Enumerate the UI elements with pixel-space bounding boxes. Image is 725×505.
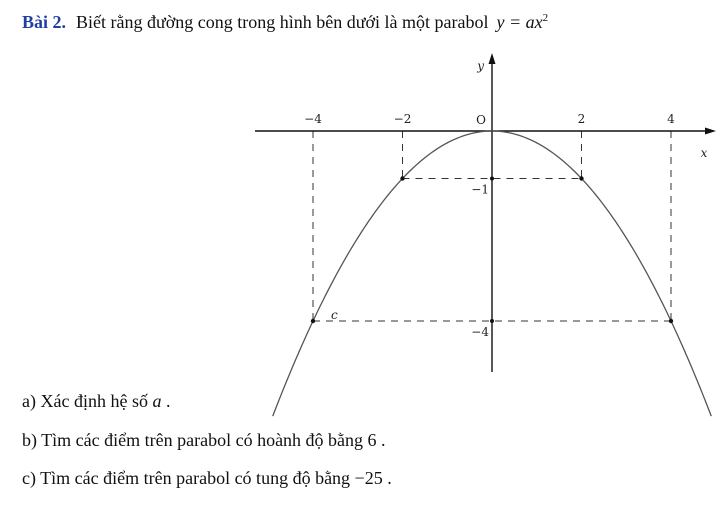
y-tick-label: −1 bbox=[471, 182, 489, 197]
question-a-text: a) Xác định hệ số bbox=[22, 391, 148, 411]
question-a-suffix: . bbox=[161, 391, 171, 411]
question-b bbox=[22, 430, 386, 451]
point-marker-3 bbox=[669, 319, 673, 323]
equation-exponent: 2 bbox=[542, 12, 549, 24]
point-marker-0 bbox=[311, 319, 315, 323]
y-tick-label: −4 bbox=[471, 325, 489, 339]
x-tick-label: −4 bbox=[304, 112, 322, 126]
equation-lhs: y = ax bbox=[496, 12, 543, 32]
y-tick-dot-0 bbox=[490, 177, 494, 181]
x-tick-label: 4 bbox=[667, 112, 675, 126]
question-c bbox=[22, 468, 392, 489]
question-a-var: a bbox=[152, 391, 162, 411]
y-axis-label: y bbox=[477, 59, 484, 73]
question-a bbox=[22, 391, 170, 412]
point-marker-1 bbox=[400, 176, 404, 180]
y-axis-arrow bbox=[489, 53, 496, 64]
x-tick-label: −2 bbox=[393, 112, 412, 126]
x-tick-label: 2 bbox=[577, 112, 586, 126]
point-marker-2 bbox=[579, 176, 583, 180]
x-axis-label: x bbox=[700, 146, 708, 160]
question-b-text: b) Tìm các điểm trên parabol có hoành độ bằng 6 . bbox=[22, 430, 386, 450]
problem-intro: Biết rằng đường cong trong hình bên dưới là một parabol bbox=[76, 12, 489, 32]
y-tick-dot-1 bbox=[490, 319, 494, 323]
origin-label: O bbox=[476, 113, 486, 127]
question-c-text: c) Tìm các điểm trên parabol có tung độ bằng −25 . bbox=[22, 468, 392, 488]
x-axis-arrow bbox=[705, 128, 716, 135]
point-annotation: c bbox=[331, 308, 338, 322]
problem-label: Bài 2. bbox=[22, 12, 67, 32]
